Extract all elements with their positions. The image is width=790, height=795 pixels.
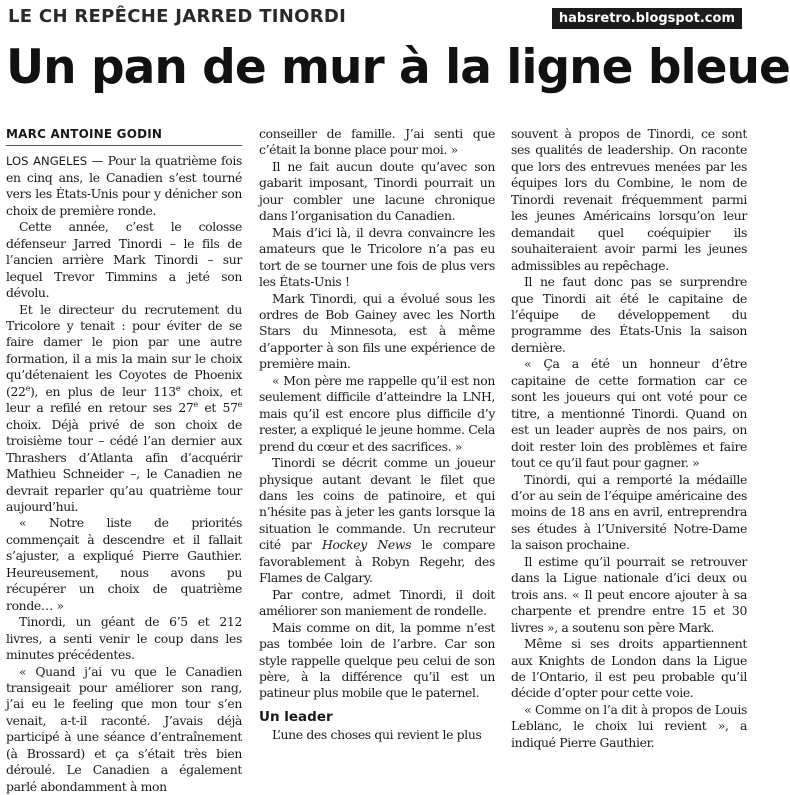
paragraph: Il ne faut donc pas se surprendre que Tinordi ait été le capitaine de l’équipe de développement du programme des États-Unis la saison dernière. [511,274,747,356]
article-column-1 [6,126,242,640]
paragraph: « Mon père me rappelle qu’il est non seulement difficile d’atteindre la LNH, mais qu’il est encore plus difficile d’y rester, a expliqué le jeune homme. Cela prend du cœur et des sacrifices. » [259,373,495,455]
paragraph: Par contre, admet Tinordi, il doit améliorer son maniement de rondelle. [259,587,495,620]
paragraph: Cette année, c’est le colosse défenseur Jarred Tinordi – le fils de l’ancien arrière Mark Tinordi – sur lequel Trevor Timmins a jeté son dévolu. [6,219,242,301]
paragraph: Mark Tinordi, qui a évolué sous les ordres de Bob Gainey avec les North Stars du Minnesota, est à même d’apporter à son fils une expérience de première main. [259,291,495,373]
paragraph: souvent à propos de Tinordi, ce sont ses qualités de leadership. On raconte que lors des entrevues menées par les équipes lors du Combine, le nom de Tinordi revenait fréquemment parmi les jeunes Américains lorsqu’on leur demandait quel coéquipier ils souhaiteraient avoir parmi les jeunes admissibles au repêchage. [511,126,747,274]
watermark-badge: habsretro.blogspot.com [552,8,742,29]
paragraph: « Notre liste de priorités commençait à descendre et il fallait s’ajuster, a expliqué Pierre Gauthier. Heureusement, nous avons pu récupérer un choix de quatrième ronde… » [6,515,242,614]
paragraph: Il estime qu’il pourrait se retrouver dans la Ligue nationale d’ici deux ou trois ans. « Il peut encore ajouter à sa charpente et prendre entre 15 et 30 livres », a soutenu son père Mark. [511,554,747,636]
paragraph: LOS ANGELES — Pour la quatrième fois en cinq ans, le Canadien s’est tourné vers les États-Unis pour y dénicher son choix de première ronde. [6,153,242,219]
paragraph: Et le directeur du recrutement du Tricolore y tenait : pour éviter de se faire damer le pion par une autre formation, il a mis la main sur le choix qu’détenaient les Coyotes de Phoenix (22e), en plus de leur 113e choix, et leur a refilé en retour ses 27e et 57e choix. Déjà privé de son choix de troisième tour – cédé l’an dernier aux Thrashers d’Atlanta afin d’acquérir Mathieu Schneider –, le Canadien ne devrait reparler qu’au quatrième tour aujourd’hui. [6,302,242,516]
paragraph: Mais comme on dit, la pomme n’est pas tombée loin de l’arbre. Car son style rappelle quelque peu celui de son père, à la différence qu’il est un patineur plus mobile que le paternel. [259,620,495,702]
subheading: Un leader [259,709,495,725]
paragraph: L’une des choses qui revient le plus [259,727,495,743]
paragraph: « Quand j’ai vu que le Canadien transigeait pour améliorer son rang, j’ai eu le feeling que mon tour s’en venait, a-t-il raconté. J’avais déjà participé à une séance d’entraînement (à Brossard) et ça s’était très bien déroulé. Le Canadien a également parlé abondamment à mon [6,664,242,795]
paragraph: Tinordi, un géant de 6’5 et 212 livres, a senti venir le coup dans les minutes précédentes. [6,614,242,663]
byline: MARC ANTOINE GODIN [6,126,242,146]
paragraph: Il ne fait aucun doute qu’avec son gabarit imposant, Tinordi pourrait un jour combler une lacune chronique dans l’organisation du Canadien. [259,159,495,225]
paragraph: Mais d’ici là, il devra convaincre les amateurs que le Tricolore n’a pas eu tort de se tourner une fois de plus vers les États-Unis ! [259,225,495,291]
headline: Un pan de mur à la ligne bleue [6,42,790,94]
paragraph: « Comme on l’a dit à propos de Louis Leblanc, le choix lui revient », a indiqué Pierre Gauthier. [511,702,747,751]
paragraph: conseiller de famille. J’ai senti que c’était la bonne place pour moi. » [259,126,495,159]
article-column-2 [259,126,495,640]
paragraph: Tinordi, qui a remporté la médaille d’or au sein de l’équipe américaine des moins de 18 ans en avril, entreprendra ses études à l’Université Notre-Dame la saison prochaine. [511,472,747,554]
kicker: LE CH REPÊCHE JARRED TINORDI [8,6,346,27]
dateline: LOS ANGELES — [6,154,103,168]
article-column-3 [511,126,747,640]
paragraph: « Ça a été un honneur d’être capitaine de cette formation car ce sont les joueurs qui ont voté pour ce titre, a mentionné Tinordi. Quand on est un leader auprès de nos pairs, on doit rester loin des problèmes et faire tout ce qu’il faut pour gagner. » [511,356,747,471]
publication-name: Hockey News [322,537,411,552]
paragraph: Même si ses droits appartiennent aux Knights de London dans la Ligue de l’Ontario, il est peu probable qu’il décide d’opter pour cette voie. [511,636,747,702]
paragraph: Tinordi se décrit comme un joueur physique autant devant le filet que dans les coins de patinoire, et qui n’hésite pas à jeter les gants lorsque la situation le commande. Un recruteur cité par Hockey News le compare favorablement à Robyn Regehr, des Flames de Calgary. [259,455,495,587]
